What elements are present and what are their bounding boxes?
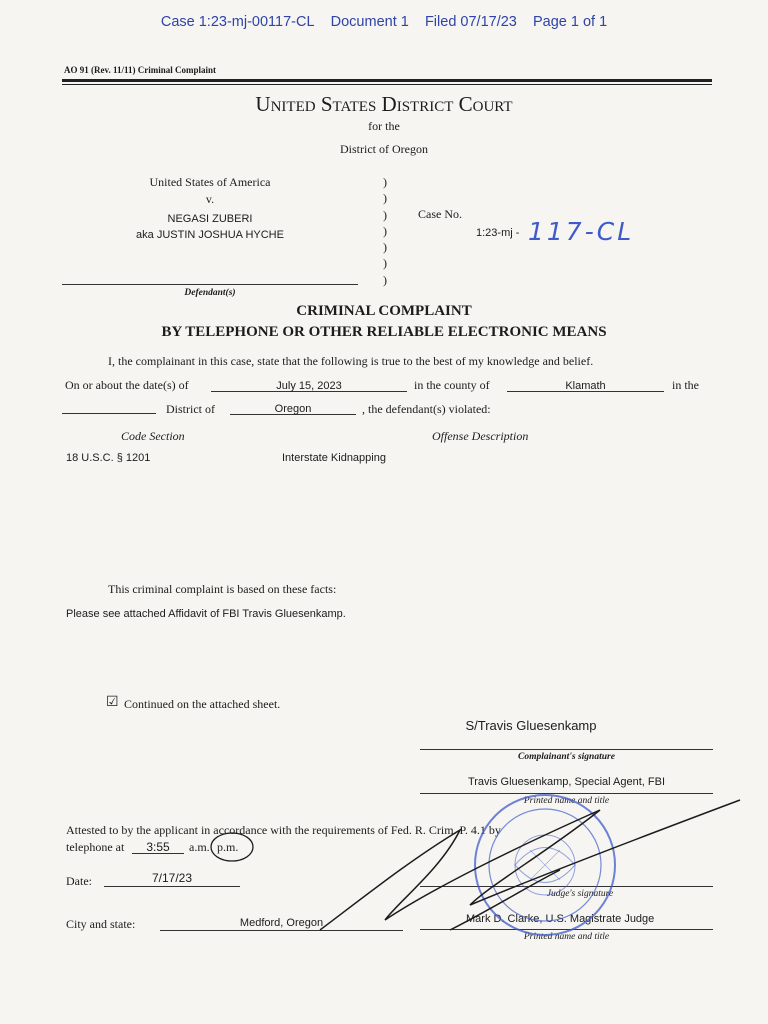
county-value: Klamath	[565, 380, 606, 392]
judge-name: Mark D. Clarke, U.S. Magistrate Judge	[466, 913, 655, 925]
complainant-sig-label: Complainant's signature	[518, 752, 615, 762]
code-section-value: 18 U.S.C. § 1201	[66, 452, 151, 464]
city-state-value: Medford, Oregon	[239, 917, 324, 929]
telephone-at-label: telephone at	[66, 840, 125, 854]
offense-value: Interstate Kidnapping	[282, 452, 386, 464]
form-id: AO 91 (Rev. 11/11) Criminal Complaint	[64, 65, 217, 75]
time-value: 3:55	[146, 840, 170, 854]
am-label: a.m.	[189, 840, 210, 854]
judge-signature-icon	[300, 790, 768, 940]
plaintiff-name: United States of America	[149, 175, 271, 189]
date-value: 7/17/23	[151, 871, 193, 885]
district-of-label: District of	[166, 402, 215, 416]
violated-label: , the defendant(s) violated:	[362, 402, 491, 416]
offense-date-field	[211, 376, 407, 392]
case-number-header: Case 1:23-mj-00117-CL	[160, 14, 315, 30]
date-field	[104, 869, 240, 887]
complainant-signature: S/Travis Gluesenkamp	[465, 718, 597, 733]
district-value: Oregon	[274, 403, 312, 415]
offense-date-value: July 15, 2023	[276, 380, 342, 392]
complainant-name: Travis Gluesenkamp, Special Agent, FBI	[467, 776, 666, 788]
county-field	[507, 376, 664, 392]
time-field	[132, 838, 184, 854]
continued-checkbox[interactable]: ☑	[106, 695, 119, 710]
defendant-label: Defendant(s)	[184, 288, 236, 298]
date-label: Date:	[66, 874, 92, 888]
facts-label: This criminal complaint is based on these facts:	[108, 582, 337, 596]
defendant-aka: aka JUSTIN JOSHUA HYCHE	[136, 229, 284, 241]
city-state-label: City and state:	[66, 917, 136, 931]
court-title: United States District Court	[255, 92, 513, 116]
document-number: Document 1	[330, 14, 409, 30]
judge-name-label: Printed name and title	[523, 932, 610, 942]
continued-text: Continued on the attached sheet.	[124, 697, 281, 711]
blank-line	[62, 413, 156, 414]
county-label: in the county of	[414, 378, 490, 392]
on-or-about-label: On or about the date(s) of	[65, 378, 189, 392]
in-the-label: in the	[672, 378, 699, 392]
for-the: for the	[368, 119, 400, 133]
ecf-header	[0, 14, 768, 30]
caption-parens: ) ) ) ) ) ) )	[383, 175, 387, 287]
page-indicator: Page 1 of 1	[532, 14, 608, 30]
pm-label: p.m.	[217, 840, 239, 854]
case-no-label: Case No.	[418, 207, 462, 221]
case-no-handwritten: 117-CL	[528, 217, 635, 246]
complaint-title: CRIMINAL COMPLAINT	[296, 303, 472, 319]
complainant-name-label: Printed name and title	[523, 796, 610, 806]
top-rule-thin	[62, 84, 712, 85]
attested-line: Attested to by the applicant in accordance with the requirements of Fed. R. Crim. P. 4.1 by	[66, 823, 501, 837]
complainant-sig-line	[420, 749, 713, 750]
pm-circle-icon	[207, 828, 257, 864]
judge-sig-label: Judge's signature	[546, 889, 614, 899]
versus: v.	[205, 192, 215, 206]
complaint-subtitle: BY TELEPHONE OR OTHER RELIABLE ELECTRONIC MEANS	[161, 324, 607, 340]
case-no-value: 1:23-mj -	[476, 227, 520, 239]
defendant-line	[62, 284, 358, 285]
top-rule-thick	[62, 79, 712, 82]
complaint-intro: I, the complainant in this case, state that the following is true to the best of my knowledge and belief.	[108, 354, 594, 368]
district-name: District of Oregon	[340, 142, 428, 156]
code-section-header: Code Section	[121, 429, 185, 443]
offense-header: Offense Description	[432, 429, 529, 443]
facts-text: Please see attached Affidavit of FBI Travis Gluesenkamp.	[66, 608, 346, 620]
defendant-name: NEGASI ZUBERI	[167, 213, 253, 225]
filed-date: Filed 07/17/23	[424, 14, 517, 30]
district-field	[230, 399, 356, 415]
